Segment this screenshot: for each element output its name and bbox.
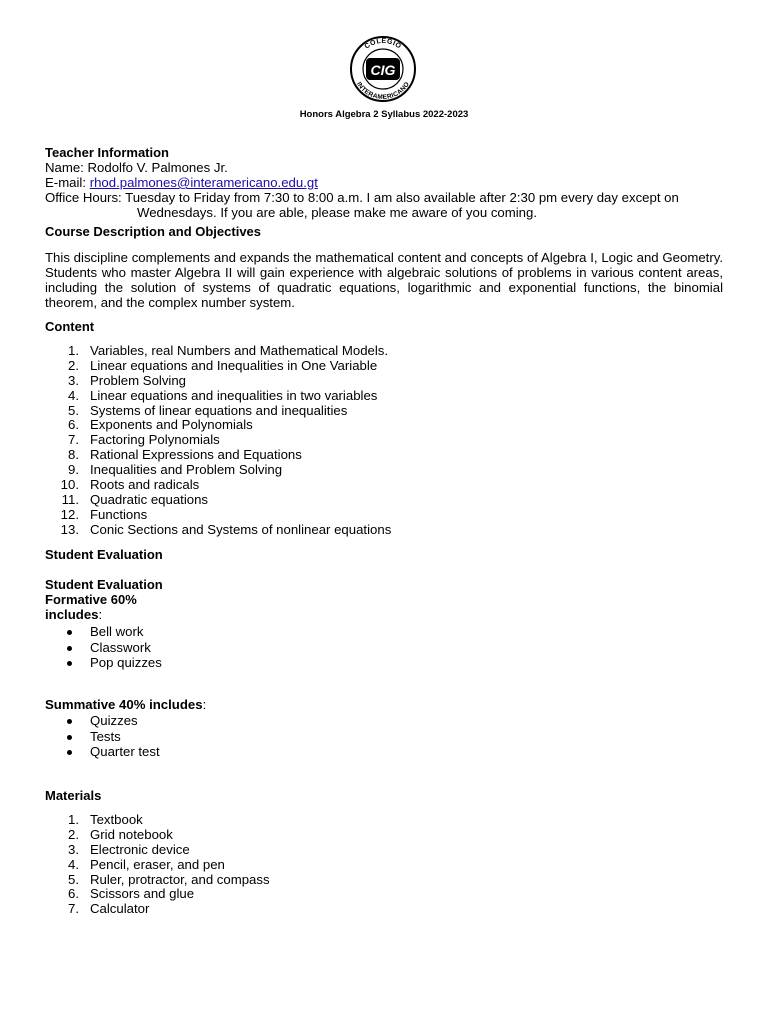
summative-label: Summative 40% includes xyxy=(45,697,203,712)
list-item: 1. Variables, real Numbers and Mathematical Models. xyxy=(68,343,389,358)
formative-includes-word: includes xyxy=(45,607,99,622)
evaluation-heading: Student Evaluation xyxy=(45,547,163,562)
teacher-name-value: Rodolfo V. Palmones Jr. xyxy=(87,160,228,175)
formative-block xyxy=(45,577,723,671)
content-list xyxy=(45,344,723,538)
list-item: 3. Problem Solving xyxy=(68,372,187,388)
logo-top-text: COLEGIO xyxy=(363,37,403,51)
list-item: 2. Grid notebook xyxy=(68,826,173,842)
teacher-name-line xyxy=(45,160,723,175)
evaluation-section xyxy=(45,547,723,562)
list-item: 5. Systems of linear equations and inequalities xyxy=(68,402,348,418)
teacher-email-line xyxy=(45,175,723,190)
office-hours-label: Office Hours: xyxy=(45,190,122,205)
course-description-section xyxy=(45,224,723,239)
list-item: 9. Inequalities and Problem Solving xyxy=(68,462,283,478)
logo-monogram: CIG xyxy=(370,62,396,78)
teacher-name-label: Name: xyxy=(45,160,84,175)
list-item: 11. Quadratic equations xyxy=(61,491,209,507)
document-title: Honors Algebra 2 Syllabus 2022-2023 xyxy=(299,109,469,120)
teacher-info-heading: Teacher Information xyxy=(45,145,170,160)
office-hours-line xyxy=(45,190,723,205)
list-item: 5. Ruler, protractor, and compass xyxy=(68,871,270,887)
summative-line xyxy=(45,697,723,712)
list-item: 1. Textbook xyxy=(68,812,143,827)
summative-colon: : xyxy=(202,697,207,712)
formative-label: Formative 60% xyxy=(45,592,137,607)
list-item: 10. Roots and radicals xyxy=(60,477,200,493)
summative-list xyxy=(45,713,723,760)
course-description-heading: Course Description and Objectives xyxy=(45,224,262,239)
school-logo xyxy=(342,36,424,102)
list-item: 13. Conic Sections and Systems of nonlinear equations xyxy=(60,521,392,537)
content-heading: Content xyxy=(45,319,95,334)
list-item: 8. Rational Expressions and Equations xyxy=(68,447,302,463)
list-item: 6. Scissors and glue xyxy=(68,886,195,902)
evaluation-subheading: Student Evaluation xyxy=(45,577,163,592)
materials-heading: Materials xyxy=(45,788,102,803)
list-item: 3. Electronic device xyxy=(68,841,190,857)
list-item: Bell work xyxy=(45,624,723,640)
list-item: Tests xyxy=(45,729,723,745)
teacher-info-section xyxy=(45,145,723,220)
formative-colon: : xyxy=(98,607,103,622)
content-section xyxy=(45,319,723,334)
list-item: 6. Exponents and Polynomials xyxy=(68,417,253,433)
list-item: Quizzes xyxy=(45,713,723,729)
list-item: 4. Linear equations and inequalities in two variables xyxy=(68,387,378,403)
formative-list xyxy=(45,624,723,671)
summative-block xyxy=(45,697,723,760)
teacher-email-label: E-mail: xyxy=(45,175,87,190)
teacher-email-link[interactable]: rhod.palmones@interamericano.edu.gt xyxy=(89,175,318,190)
list-item: 7. Factoring Polynomials xyxy=(68,432,220,448)
materials-section xyxy=(45,788,723,803)
content-list-wrapper xyxy=(45,344,723,538)
list-item: Classwork xyxy=(45,640,723,656)
list-item: 4. Pencil, eraser, and pen xyxy=(68,856,225,872)
materials-list xyxy=(45,813,723,917)
office-hours-text-1: Tuesday to Friday from 7:30 to 8:00 a.m. I am also available after 2:30 pm every day except on xyxy=(125,190,679,205)
office-hours-text-2: Wednesdays. If you are able, please make me aware of you coming. xyxy=(137,205,537,220)
course-description-text: This discipline complements and expands the mathematical content and concepts of Algebra I, Logic and Geometry. Students who master Algebra II will gain experience with algebraic solutions of problems in various content areas, including the solution of systems of quadratic equations, logarithmic and exponential functions, the binomial theorem, and the complex number system. xyxy=(45,250,723,310)
list-item: Quarter test xyxy=(45,744,723,760)
list-item: 7. Calculator xyxy=(68,901,150,917)
logo-bottom-text: INTERAMERICANO xyxy=(355,80,412,102)
materials-list-wrapper xyxy=(45,813,723,917)
list-item: Pop quizzes xyxy=(45,655,723,671)
formative-includes-line xyxy=(45,607,723,622)
course-description-body xyxy=(45,250,723,310)
list-item: 2. Linear equations and Inequalities in One Variable xyxy=(68,357,378,373)
list-item: 12. Functions xyxy=(60,506,148,522)
